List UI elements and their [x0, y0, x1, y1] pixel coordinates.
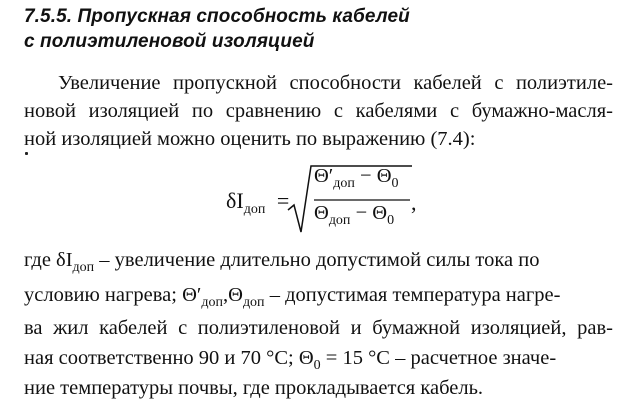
paragraph2-line-1: где $\delta I_{доп}$ – увеличение длительно допустимой силы тока по [24, 249, 540, 275]
paragraph1-line-1: Увеличение пропускной способности кабелей с полиэтиле- [58, 72, 613, 94]
formula-lhs: $\delta I_{доп}$ = [226, 188, 290, 217]
margin-dot [25, 152, 28, 155]
formula-comma: , [411, 190, 417, 215]
paragraph2-line-4: ная соответственно 90 и 70 °С; $\Theta_0 = 15$ °С – расчетное значе- [24, 347, 557, 373]
paragraph1-line-2: новой изоляцией по сравнению с кабелями с бумажно-масля- [24, 100, 613, 122]
fraction-denominator: $\Theta_{доп} - \Theta_0$ [314, 202, 395, 228]
formula-7-4 [226, 160, 426, 240]
paragraph2-line-3: ва жил кабелей с полиэтиленовой и бумажной изоляцией, рав- [24, 317, 613, 339]
fraction-numerator: $\Theta'_{доп} - \Theta_0$ [314, 165, 399, 191]
section-heading-line-2: с полиэтиленовой изоляцией [24, 31, 315, 52]
section-heading-line-1: 7.5.5. Пропускная способность кабелей [24, 6, 410, 27]
paragraph1-line-3: ной изоляцией можно оценить по выражению (7.4): [24, 128, 476, 150]
paragraph2-line-5: ние температуры почвы, где прокладывается кабель. [24, 377, 484, 399]
paragraph2-line-2: условию нагрева; $\Theta'_{доп},\Theta_{доп}$ – допустимая температура нагре- [24, 284, 561, 310]
